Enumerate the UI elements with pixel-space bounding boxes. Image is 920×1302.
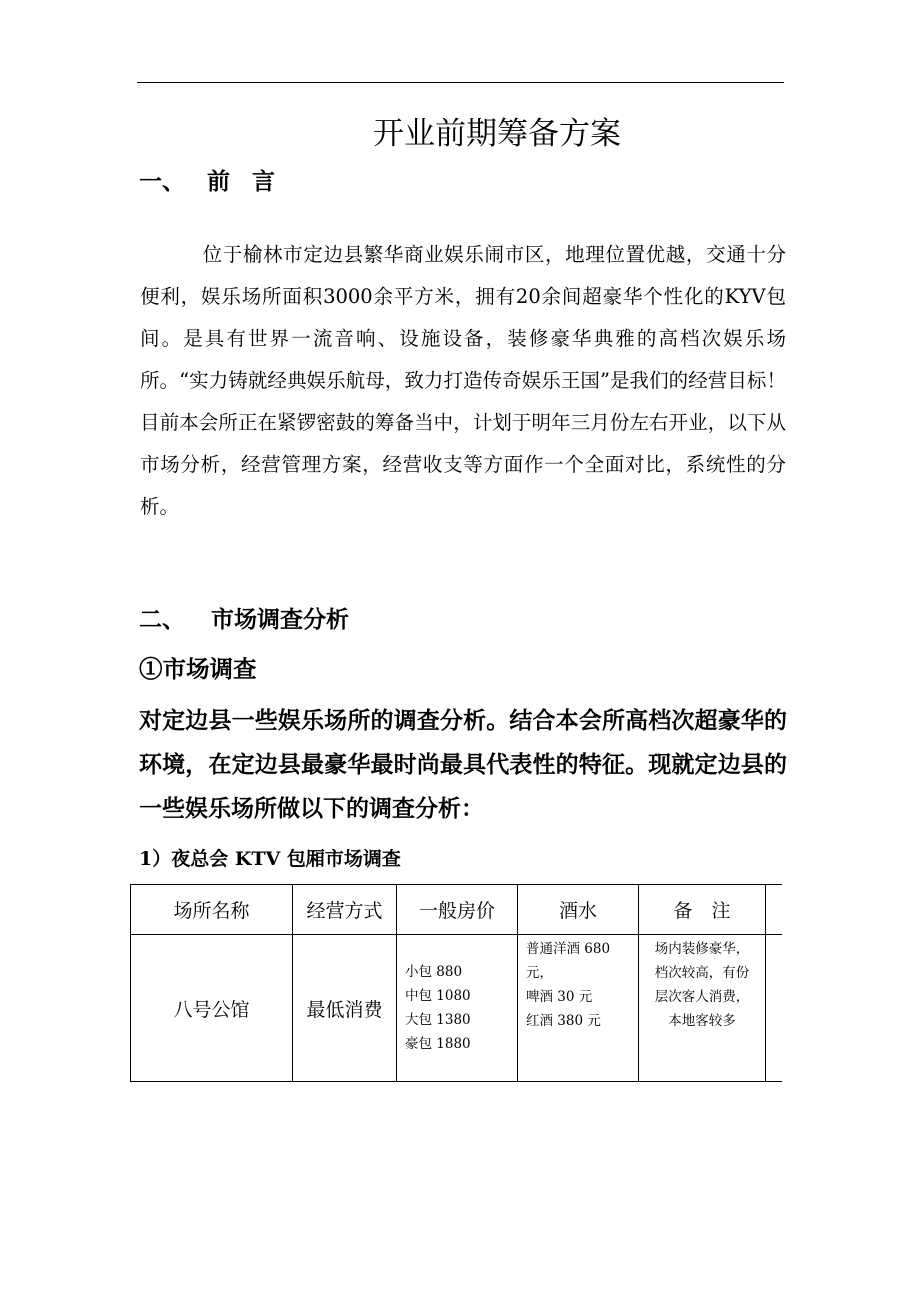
section-title-part: 前 <box>207 168 230 195</box>
table-row <box>131 935 782 1082</box>
header-drinks: 酒水 <box>518 885 639 935</box>
remark-line: 本地客较多 <box>668 1013 736 1029</box>
cell-drinks <box>518 935 639 1082</box>
table-caption: 1）夜总会 KTV 包厢市场调查 <box>139 848 401 870</box>
header-room-price: 一般房价 <box>397 885 518 935</box>
drink-line: 元， <box>526 965 553 981</box>
header-venue-name: 场所名称 <box>131 885 293 935</box>
preface-paragraph <box>140 234 786 528</box>
section-heading-market <box>139 604 349 636</box>
cell-extra-column <box>766 935 782 1082</box>
cell-business-mode: 最低消费 <box>293 935 397 1082</box>
section-number: 一、 <box>139 168 185 195</box>
subheading-market-survey: ①市场调查 <box>139 655 257 683</box>
section-heading-preface <box>139 166 275 198</box>
price-line: 小包 880 <box>405 964 463 980</box>
price-line: 中包 1080 <box>405 988 471 1004</box>
remark-line: 场内装修豪华， <box>654 941 750 957</box>
price-line: 大包 1380 <box>405 1012 471 1028</box>
table-header-row <box>131 885 782 935</box>
cell-remarks <box>639 935 766 1082</box>
cell-room-prices <box>397 935 518 1082</box>
section-number: 二、 <box>139 606 185 633</box>
drink-line: 普通洋酒 680 <box>526 941 611 957</box>
document-title: 开业前期筹备方案 <box>373 116 621 152</box>
header-rule <box>137 82 784 83</box>
cell-venue-name: 八号公馆 <box>131 935 293 1082</box>
survey-intro-paragraph: 对定边县一些娱乐场所的调查分析。结合本会所高档次超豪华的环境，在定边县最豪华最时尚最具代表性的特征。现就定边县的一些娱乐场所做以下的调查分析： <box>139 707 787 822</box>
price-line: 豪包 1880 <box>405 1036 471 1052</box>
section-title-part: 言 <box>252 168 275 195</box>
header-business-mode: 经营方式 <box>293 885 397 935</box>
remark-line: 层次客人消费， <box>654 989 750 1005</box>
remark-line: 档次较高，有份 <box>654 965 750 981</box>
drink-line: 啤酒 30 元 <box>526 989 593 1005</box>
header-extra-column <box>766 885 782 935</box>
ktv-survey-table <box>130 884 782 1082</box>
header-remarks: 备 注 <box>639 885 766 935</box>
drink-line: 红酒 380 元 <box>526 1013 601 1029</box>
section-title: 市场调查分析 <box>211 606 349 633</box>
preface-text: 位于榆林市定边县繁华商业娱乐闹市区，地理位置优越，交通十分便利，娱乐场所面积3000余平方米，拥有20余间超豪华个性化的KYV包间。是具有世界一流音响、设施设备，装修豪华典雅的高档次娱乐场所。“实力铸就经典娱乐航母，致力打造传奇娱乐王国”是我们的经营目标！目前本会所正在紧锣密鼓的筹备当中，计划于明年三月份左右开业，以下从市场分析，经营管理方案，经营收支等方面作一个全面对比，系统性的分析。 <box>140 243 786 518</box>
